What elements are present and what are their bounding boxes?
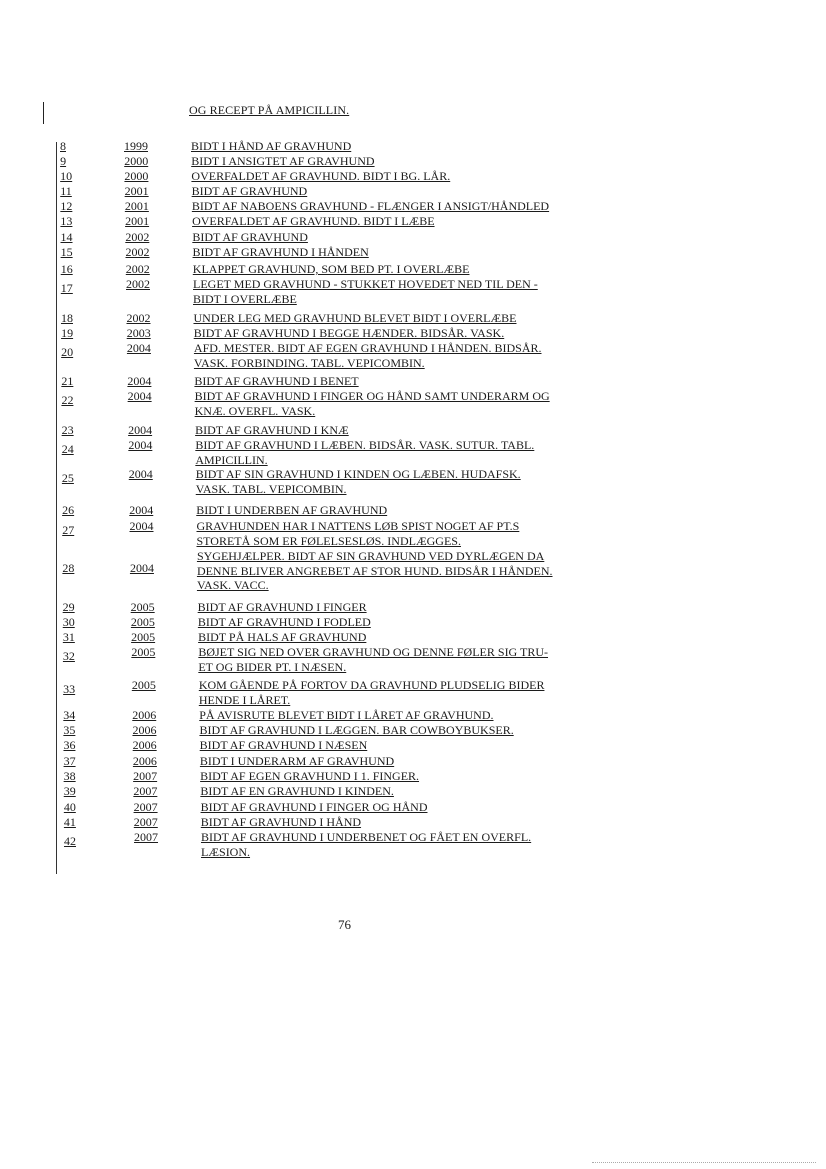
incident-row	[0, 519, 826, 550]
incident-number: 14	[60, 230, 73, 244]
description-line: BIDT AF GRAVHUND I FODLED	[197, 615, 371, 629]
description-line: BIDT AF GRAVHUND I LÆBEN. BIDSÅR. VASK. SUTUR. TABL.	[195, 438, 535, 452]
description-line: STORETÅ SOM ER FØLELSESLØS. INDLÆGGES.	[196, 533, 461, 548]
incident-description	[193, 277, 538, 306]
incident-number: 21	[61, 374, 74, 388]
incident-year: 2007	[133, 784, 158, 798]
incident-year: 2002	[125, 230, 150, 244]
description-line: OVERFALDET AF GRAVHUND. BIDT I BG. LÅR.	[191, 169, 451, 183]
incident-number: 23	[61, 423, 74, 437]
incident-year: 2006	[132, 708, 157, 722]
description-line: DENNE BLIVER ANGREBET AF STOR HUND. BIDSÅR I HÅNDEN.	[196, 563, 553, 578]
incident-number: 37	[63, 754, 76, 768]
incident-year: 2002	[126, 311, 151, 325]
description-line: BIDT AF NABOENS GRAVHUND - FLÆNGER I ANSIGT/HÅNDLED	[191, 199, 550, 213]
incident-number: 35	[63, 723, 76, 737]
incident-number: 8	[60, 139, 66, 153]
incident-year: 2005	[130, 615, 155, 629]
incident-description	[193, 245, 369, 260]
incident-description	[193, 311, 516, 326]
description-line: KOM GÅENDE PÅ FORTOV DA GRAVHUND PLUDSELIG BIDER	[198, 678, 545, 692]
incident-number: 34	[63, 708, 76, 722]
description-line: AFD. MESTER. BIDT AF EGEN GRAVHUND I HÅNDEN. BIDSÅR.	[193, 341, 542, 355]
incident-number: 18	[60, 311, 73, 325]
incident-row	[0, 389, 826, 420]
incident-year: 2005	[130, 600, 155, 614]
description-line: BIDT AF GRAVHUND I BENET	[194, 374, 359, 388]
incident-year: 2004	[127, 374, 152, 388]
incident-year: 2000	[124, 169, 149, 183]
description-line: HENDE I LÅRET.	[198, 692, 291, 707]
incident-description	[197, 519, 520, 548]
incident-description	[200, 769, 419, 784]
incident-year: 2004	[129, 503, 154, 517]
incident-year: 2001	[124, 184, 149, 198]
incident-description	[194, 326, 505, 341]
description-line: BIDT AF SIN GRAVHUND I KINDEN OG LÆBEN. HUDAFSK.	[195, 467, 521, 481]
incident-year: 2004	[129, 561, 154, 575]
incident-description	[191, 139, 351, 154]
incident-number: 24	[61, 442, 74, 456]
description-line: KNÆ. OVERFL. VASK.	[194, 403, 316, 418]
incident-description	[201, 830, 531, 859]
incident-row	[0, 277, 826, 308]
incident-number: 42	[64, 834, 76, 848]
description-line: BIDT AF GRAVHUND I BEGGE HÆNDER. BIDSÅR. VASK.	[193, 326, 505, 340]
page-number: 76	[338, 917, 351, 932]
incident-year: 2007	[133, 769, 158, 783]
description-line: BIDT AF GRAVHUND I HÅNDEN	[192, 245, 369, 259]
description-line: PÅ AVISRUTE BLEVET BIDT I LÅRET AF GRAVHUND.	[199, 708, 494, 722]
incident-year: 2006	[132, 754, 157, 768]
description-line: BIDT AF GRAVHUND	[191, 184, 308, 198]
incident-year: 2007	[133, 815, 158, 829]
incident-description	[198, 615, 371, 630]
incident-description	[198, 630, 366, 645]
incident-year: 2004	[128, 438, 153, 452]
description-line: BIDT AF GRAVHUND I KNÆ	[195, 423, 349, 437]
incident-number: 26	[62, 503, 75, 517]
incident-row	[0, 784, 826, 801]
incident-description	[200, 784, 394, 799]
incident-year: 2005	[131, 630, 156, 644]
incident-year: 2002	[126, 277, 150, 291]
description-line: BIDT AF GRAVHUND I FINGER	[197, 600, 367, 614]
incident-number: 25	[61, 471, 74, 485]
description-line: AMPICILLIN.	[195, 452, 268, 467]
incident-year: 2004	[127, 389, 152, 403]
description-line: BIDT AF GRAVHUND I LÆGGEN. BAR COWBOYBUKSER.	[199, 723, 514, 737]
incident-number: 32	[62, 649, 75, 663]
incident-description	[197, 549, 553, 593]
incident-description	[195, 389, 550, 418]
incident-number: 9	[60, 154, 67, 168]
incident-number: 15	[60, 245, 73, 259]
description-line: BIDT I OVERLÆBE	[193, 291, 297, 306]
incident-description	[199, 678, 545, 707]
description-line: OVERFALDET AF GRAVHUND. BIDT I LÆBE	[192, 214, 435, 228]
incident-description	[194, 374, 358, 389]
incident-year: 2004	[128, 423, 153, 437]
description-line: VASK. TABL. VEPICOMBIN.	[195, 481, 347, 496]
header-continuation-text: OG RECEPT PÅ AMPICILLIN.	[189, 103, 350, 117]
incident-description	[193, 262, 470, 277]
incident-year: 2000	[124, 154, 149, 168]
description-line: BIDT AF GRAVHUND I UNDERBENET OG FÅET EN OVERFL.	[201, 830, 532, 844]
incident-year: 2004	[126, 341, 151, 355]
description-line: VASK. FORBINDING. TABL. VEPICOMBIN.	[193, 355, 425, 370]
description-line: BIDT AF EGEN GRAVHUND I 1. FINGER.	[200, 769, 420, 783]
incident-row	[0, 341, 826, 372]
description-line: LEGET MED GRAVHUND - STUKKET HOVEDET NED TIL DEN -	[193, 277, 538, 291]
incident-year: 2006	[132, 723, 157, 737]
incident-description	[199, 708, 493, 723]
description-line: BIDT I UNDERARM AF GRAVHUND	[199, 754, 395, 768]
incident-description	[191, 169, 450, 184]
description-line: BIDT AF GRAVHUND I FINGER OG HÅND	[200, 800, 428, 814]
margin-mark	[43, 102, 44, 124]
incident-row	[0, 467, 826, 498]
incident-row	[0, 549, 826, 595]
incident-description	[201, 815, 361, 830]
incident-row	[0, 438, 826, 469]
incident-year: 2002	[125, 245, 150, 259]
incident-number: 40	[63, 800, 76, 814]
description-line: UNDER LEG MED GRAVHUND BLEVET BIDT I OVERLÆBE	[193, 311, 517, 325]
incident-number: 41	[63, 815, 76, 829]
incident-number: 22	[61, 393, 74, 407]
incident-number: 17	[60, 281, 73, 295]
incident-description	[199, 723, 513, 738]
incident-number: 13	[60, 214, 73, 228]
description-line: BIDT I HÅND AF GRAVHUND	[191, 139, 352, 153]
incident-number: 11	[60, 184, 72, 198]
description-line: BIDT AF EN GRAVHUND I KINDEN.	[200, 784, 394, 798]
incident-year: 2002	[125, 262, 150, 276]
incident-description	[194, 341, 542, 370]
incident-number: 16	[60, 262, 73, 276]
incident-description	[192, 214, 434, 229]
incident-row	[0, 830, 826, 861]
description-line: ET OG BIDER PT. I NÆSEN.	[198, 659, 347, 674]
description-line: BIDT PÅ HALS AF GRAVHUND	[198, 630, 367, 644]
incident-description	[195, 438, 534, 467]
incident-number: 29	[62, 600, 75, 614]
incident-description	[198, 600, 367, 615]
description-line: BIDT AF GRAVHUND I NÆSEN	[199, 738, 368, 752]
incident-year: 2003	[126, 326, 151, 340]
description-line: VASK. VACC.	[196, 578, 269, 592]
incident-description	[192, 184, 308, 199]
description-line: LÆSION.	[201, 844, 251, 859]
incident-number: 36	[63, 738, 76, 752]
incident-row	[0, 738, 826, 755]
incident-description	[200, 738, 368, 753]
incident-description	[191, 154, 374, 169]
incident-year: 2004	[128, 467, 153, 481]
incident-description	[201, 800, 428, 815]
incident-number: 33	[63, 682, 76, 696]
description-line: SYGEHJÆLPER. BIDT AF SIN GRAVHUND VED DYRLÆGEN DA	[196, 549, 545, 563]
description-line: KLAPPET GRAVHUND, SOM BED PT. I OVERLÆBE	[192, 262, 470, 276]
incident-description	[196, 467, 521, 496]
incident-year: 2001	[124, 199, 149, 213]
incident-row	[0, 503, 826, 520]
description-line: BIDT AF GRAVHUND	[192, 230, 308, 244]
incident-number: 10	[60, 169, 73, 183]
incident-description	[200, 754, 394, 769]
description-line: BIDT I UNDERBEN AF GRAVHUND	[196, 503, 388, 517]
incident-number: 20	[61, 345, 74, 359]
incident-row	[0, 214, 826, 231]
incident-description	[192, 230, 308, 245]
incident-number: 30	[62, 615, 75, 629]
description-line: BIDT AF GRAVHUND I HÅND	[200, 815, 362, 829]
description-line: BØJET SIG NED OVER GRAVHUND OG DENNE FØLER SIG TRU-	[198, 645, 549, 659]
description-line: GRAVHUNDEN HAR I NATTENS LØB SPIST NOGET AF PT.S	[196, 519, 520, 533]
incident-year: 2006	[132, 738, 157, 752]
incident-number: 19	[61, 326, 74, 340]
incident-year: 1999	[124, 139, 148, 153]
incident-description	[195, 423, 349, 438]
incident-row	[0, 245, 826, 262]
incident-row	[0, 645, 826, 676]
incident-description	[192, 199, 549, 214]
incident-row	[0, 678, 826, 709]
incident-year: 2001	[125, 214, 150, 228]
description-line: BIDT I ANSIGTET AF GRAVHUND	[191, 154, 375, 168]
scan-artifact-line	[592, 1162, 816, 1164]
incident-number: 31	[62, 630, 75, 644]
incident-year: 2007	[133, 800, 158, 814]
incident-year: 2005	[131, 678, 156, 692]
incident-description	[196, 503, 387, 518]
incident-number: 38	[63, 769, 76, 783]
incident-description	[198, 645, 548, 674]
incident-year: 2004	[129, 519, 154, 533]
incident-number: 39	[63, 784, 76, 798]
incident-number: 27	[62, 523, 75, 537]
incident-number: 28	[62, 561, 75, 575]
description-line: BIDT AF GRAVHUND I FINGER OG HÅND SAMT UNDERARM OG	[194, 389, 550, 403]
incident-year: 2005	[131, 645, 156, 659]
incident-year: 2007	[134, 830, 159, 844]
incident-number: 12	[60, 199, 73, 213]
